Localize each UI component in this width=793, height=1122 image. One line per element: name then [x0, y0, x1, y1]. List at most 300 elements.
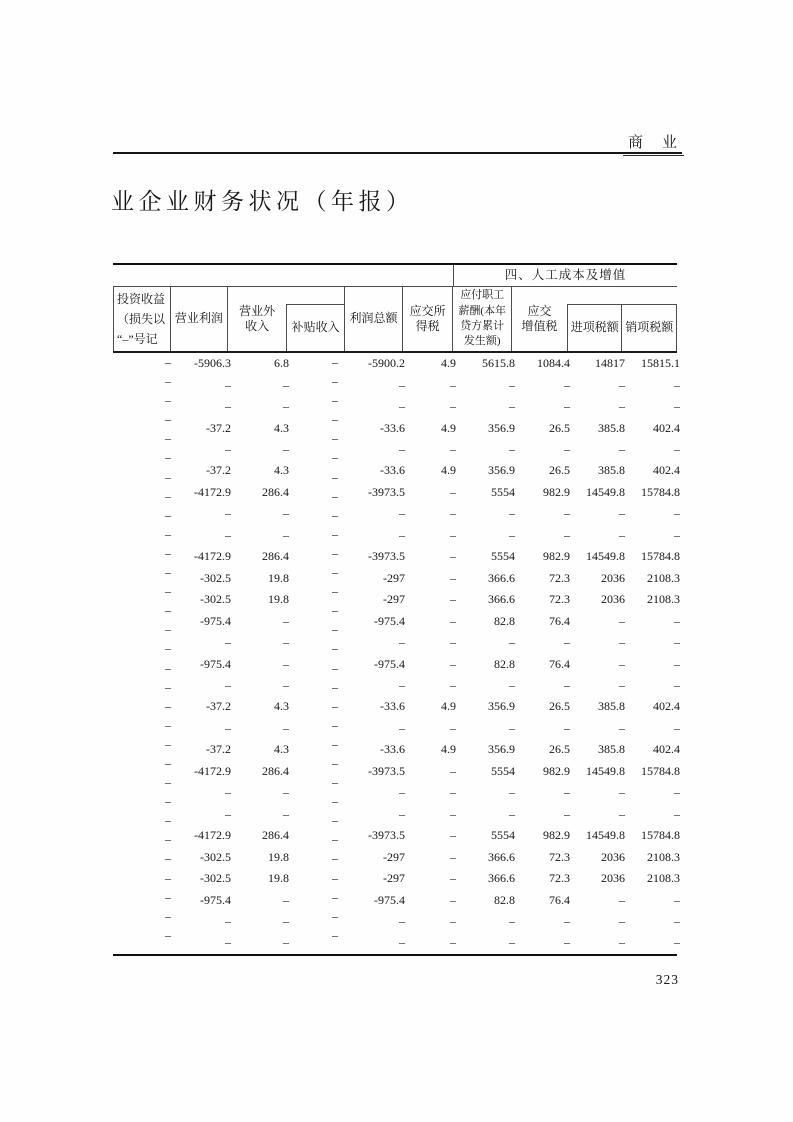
col-header-output-tax: 销项税额	[621, 305, 676, 352]
table-cell: –	[225, 720, 231, 735]
table-cell: –	[283, 399, 289, 414]
dash-value: –	[332, 775, 338, 790]
table-cell: –	[619, 806, 625, 821]
table-cell: 19.8	[268, 570, 289, 585]
table-cell: –	[283, 506, 289, 521]
dash-value: –	[165, 813, 171, 828]
table-cell: 14817	[595, 356, 625, 371]
table-cell: -4172.9	[194, 828, 231, 843]
table-cell: 385.8	[598, 699, 625, 714]
table-cell: –	[564, 377, 570, 392]
financial-table	[113, 263, 680, 956]
table-cell: –	[619, 720, 625, 735]
table-cell: 5554	[491, 484, 515, 499]
table-cell: -302.5	[200, 592, 231, 607]
table-cell: 82.8	[494, 892, 515, 907]
table-cell: -33.6	[380, 742, 405, 757]
table-row	[113, 825, 680, 846]
table-cell: –	[564, 806, 570, 821]
header-line: 薪酬(本年	[458, 304, 507, 317]
table-cell: 402.4	[653, 463, 680, 478]
table-cell: –	[283, 613, 289, 628]
dash-value: –	[165, 908, 171, 923]
dash-value: –	[165, 603, 171, 618]
table-cell: –	[399, 720, 405, 735]
table-cell: –	[564, 399, 570, 414]
table-cell: –	[619, 613, 625, 628]
table-cell: 5554	[491, 828, 515, 843]
table-cell: 26.5	[549, 463, 570, 478]
table-cell: –	[283, 914, 289, 928]
table-cell: –	[399, 527, 405, 542]
table-cell: 2108.3	[647, 871, 680, 886]
table-cell: –	[225, 935, 231, 950]
dash-value: –	[165, 717, 171, 732]
table-cell: –	[225, 527, 231, 542]
table-cell: –	[225, 399, 231, 414]
dash-value: –	[165, 469, 171, 484]
header-line: 营业外	[239, 303, 276, 318]
table-cell: –	[399, 399, 405, 414]
table-cell: –	[564, 506, 570, 521]
page-number: 323	[655, 972, 679, 987]
table-cell: –	[450, 506, 456, 521]
investment-income-dash-column	[116, 353, 171, 945]
table-cell: –	[450, 763, 456, 778]
table-cell: 15784.8	[641, 828, 680, 843]
dash-value: –	[165, 526, 171, 541]
table-cell: -4172.9	[194, 484, 231, 499]
table-cell: -975.4	[200, 656, 231, 671]
table-cell: –	[225, 914, 231, 928]
table-cell: –	[509, 678, 515, 693]
table-cell: -3973.5	[368, 763, 405, 778]
dash-value: –	[332, 488, 338, 503]
table-row	[113, 782, 680, 803]
dash-value: –	[165, 736, 171, 751]
dash-value: –	[165, 832, 171, 847]
dash-value: –	[332, 908, 338, 923]
table-cell: –	[674, 442, 680, 457]
table-cell: –	[450, 549, 456, 564]
table-row	[113, 503, 680, 524]
table-row	[113, 546, 680, 567]
span-header-labor-cost: 四、人工成本及增值	[504, 268, 627, 282]
table-cell: –	[399, 678, 405, 693]
table-header-row	[113, 287, 677, 352]
table-row	[113, 417, 680, 438]
col-group-vat	[512, 287, 677, 352]
table-cell: 4.9	[441, 699, 456, 714]
table-cell: –	[674, 527, 680, 542]
table-cell: 82.8	[494, 656, 515, 671]
col-header-subsidy-income: 补贴收入	[286, 304, 344, 352]
table-cell: -4172.9	[194, 549, 231, 564]
table-cell: 4.9	[441, 742, 456, 757]
table-row	[113, 889, 680, 910]
table-cell: 26.5	[549, 742, 570, 757]
table-cell: –	[509, 506, 515, 521]
table-cell: 385.8	[598, 463, 625, 478]
table-row	[113, 460, 680, 481]
dash-value: –	[332, 469, 338, 484]
col-header-non-operating-income	[228, 287, 286, 352]
table-cell: 2036	[601, 871, 625, 886]
table-cell: 26.5	[549, 699, 570, 714]
table-cell: –	[450, 871, 456, 886]
table-row	[113, 439, 680, 460]
table-cell: -3973.5	[368, 549, 405, 564]
table-cell: 19.8	[268, 849, 289, 864]
dash-value: –	[332, 660, 338, 675]
table-cell: 4.9	[441, 420, 456, 435]
dash-value: –	[165, 870, 171, 885]
table-cell: –	[283, 678, 289, 693]
dash-value: –	[332, 832, 338, 847]
table-cell: 82.8	[494, 613, 515, 628]
table-cell: 402.4	[653, 699, 680, 714]
table-cell: 6.8	[274, 356, 289, 371]
table-cell: –	[674, 656, 680, 671]
table-cell: –	[399, 914, 405, 928]
table-cell: –	[674, 613, 680, 628]
table-cell: –	[450, 785, 456, 800]
table-cell: 4.9	[441, 356, 456, 371]
col-header-operating-profit: 营业利润	[171, 287, 229, 352]
table-cell: –	[619, 656, 625, 671]
table-cell: 5554	[491, 549, 515, 564]
table-row	[113, 525, 680, 546]
table-cell: –	[450, 570, 456, 585]
vat-subcolumns	[567, 304, 677, 352]
table-cell: –	[283, 785, 289, 800]
dash-value: –	[165, 755, 171, 770]
header-line: 应付职工	[460, 289, 505, 302]
dash-value: –	[165, 660, 171, 675]
table-cell: 5554	[491, 763, 515, 778]
table-cell: 15784.8	[641, 484, 680, 499]
table-cell: 385.8	[598, 420, 625, 435]
table-row	[113, 374, 680, 395]
table-cell: –	[674, 635, 680, 650]
table-cell: -37.2	[206, 699, 231, 714]
dash-value: –	[165, 622, 171, 637]
table-cell: 402.4	[653, 420, 680, 435]
table-row	[113, 696, 680, 717]
dash-value: –	[332, 526, 338, 541]
table-cell: –	[225, 442, 231, 457]
table-cell: -297	[383, 871, 405, 886]
table-rows	[113, 353, 680, 954]
table-cell: -297	[383, 570, 405, 585]
table-header-span-row	[113, 265, 677, 287]
table-cell: –	[283, 377, 289, 392]
table-cell: 982.9	[543, 763, 570, 778]
dash-value: –	[165, 507, 171, 522]
table-cell: -975.4	[200, 892, 231, 907]
table-cell: –	[674, 377, 680, 392]
table-cell: 4.3	[274, 420, 289, 435]
table-cell: –	[509, 635, 515, 650]
table-cell: 402.4	[653, 742, 680, 757]
table-cell: –	[619, 935, 625, 950]
table-row	[113, 632, 680, 653]
table-cell: -975.4	[200, 613, 231, 628]
dash-value: –	[165, 355, 171, 369]
dash-value: –	[165, 851, 171, 866]
table-cell: 982.9	[543, 549, 570, 564]
table-cell: -33.6	[380, 699, 405, 714]
col-group-non-operating-income	[228, 287, 345, 352]
table-cell: -5906.3	[194, 356, 231, 371]
table-cell: 15784.8	[641, 763, 680, 778]
vat-merged-space	[567, 287, 677, 304]
table-cell: 76.4	[549, 656, 570, 671]
dash-value: –	[332, 393, 338, 408]
dash-value: –	[165, 927, 171, 942]
table-cell: –	[509, 806, 515, 821]
table-cell: –	[674, 806, 680, 821]
dash-value: –	[332, 641, 338, 656]
running-header-text: 商 业	[627, 135, 679, 151]
table-cell: –	[399, 506, 405, 521]
table-cell: –	[399, 635, 405, 650]
table-row	[113, 868, 680, 889]
col-header-total-profit: 利润总额	[345, 287, 403, 352]
table-row	[113, 846, 680, 867]
table-cell: 2108.3	[647, 592, 680, 607]
table-cell: 14549.8	[586, 549, 625, 564]
table-cell: –	[225, 506, 231, 521]
table-cell: –	[283, 892, 289, 907]
dash-value: –	[165, 450, 171, 465]
table-cell: –	[619, 785, 625, 800]
subsidy-merged-space	[286, 287, 344, 304]
table-cell: –	[674, 506, 680, 521]
table-cell: –	[225, 678, 231, 693]
dash-value: –	[332, 412, 338, 427]
table-cell: –	[619, 678, 625, 693]
dash-value: –	[332, 584, 338, 599]
table-cell: -3973.5	[368, 484, 405, 499]
col-header-payroll	[453, 287, 512, 352]
dash-value: –	[332, 545, 338, 560]
table-cell: –	[450, 377, 456, 392]
table-cell: –	[619, 442, 625, 457]
table-row	[113, 353, 680, 374]
col-header-input-tax: 进项税额	[567, 305, 622, 352]
table-cell: –	[450, 613, 456, 628]
table-cell: 72.3	[549, 570, 570, 585]
table-cell: 14549.8	[586, 828, 625, 843]
table-cell: 1084.4	[537, 356, 570, 371]
table-cell: –	[674, 678, 680, 693]
dash-value: –	[332, 870, 338, 885]
subsidy-column-wrap	[286, 287, 344, 352]
dash-value: –	[165, 679, 171, 694]
table-cell: –	[509, 442, 515, 457]
table-cell: –	[225, 635, 231, 650]
table-cell: –	[509, 935, 515, 950]
table-cell: –	[564, 635, 570, 650]
table-cell: –	[619, 892, 625, 907]
table-cell: –	[283, 806, 289, 821]
table-cell: –	[619, 399, 625, 414]
table-cell: 366.6	[488, 849, 515, 864]
table-cell: –	[399, 442, 405, 457]
table-cell: –	[619, 527, 625, 542]
table-cell: -302.5	[200, 570, 231, 585]
table-cell: –	[225, 785, 231, 800]
table-cell: –	[450, 656, 456, 671]
table-cell: –	[283, 442, 289, 457]
table-cell: –	[450, 678, 456, 693]
header-line: 增值税	[521, 318, 558, 333]
header-line: 得税	[415, 318, 440, 333]
table-row	[113, 675, 680, 696]
table-cell: 26.5	[549, 420, 570, 435]
table-row	[113, 653, 680, 674]
table-cell: 286.4	[262, 828, 289, 843]
table-row	[113, 568, 680, 589]
dash-value: –	[332, 717, 338, 732]
table-cell: 19.8	[268, 592, 289, 607]
table-cell: –	[450, 484, 456, 499]
dash-value: –	[332, 355, 338, 369]
table-cell: –	[674, 720, 680, 735]
table-cell: –	[564, 442, 570, 457]
table-cell: –	[450, 828, 456, 843]
table-row	[113, 761, 680, 782]
table-cell: -297	[383, 849, 405, 864]
table-cell: -37.2	[206, 463, 231, 478]
dash-value: –	[165, 431, 171, 446]
col-header-investment-income	[114, 287, 171, 352]
table-cell: 72.3	[549, 849, 570, 864]
table-cell: 356.9	[488, 420, 515, 435]
table-cell: -302.5	[200, 871, 231, 886]
table-cell: 72.3	[549, 871, 570, 886]
dash-value: –	[332, 374, 338, 389]
dash-value: –	[165, 545, 171, 560]
dash-value: –	[165, 641, 171, 656]
table-cell: 14549.8	[586, 763, 625, 778]
header-line: 收入	[245, 318, 270, 333]
dash-value: –	[332, 927, 338, 942]
table-cell: –	[564, 527, 570, 542]
dash-value: –	[332, 431, 338, 446]
col-header-income-tax	[403, 287, 454, 352]
table-cell: -33.6	[380, 463, 405, 478]
dash-value: –	[165, 889, 171, 904]
table-cell: –	[399, 785, 405, 800]
table-cell: –	[564, 914, 570, 928]
table-cell: 366.6	[488, 871, 515, 886]
table-cell: –	[283, 656, 289, 671]
dash-value: –	[332, 679, 338, 694]
table-cell: 4.3	[274, 699, 289, 714]
table-cell: 2036	[601, 592, 625, 607]
dash-value: –	[332, 736, 338, 751]
table-cell: –	[674, 785, 680, 800]
table-cell: 76.4	[549, 892, 570, 907]
table-row	[113, 718, 680, 739]
table-cell: –	[564, 785, 570, 800]
table-cell: –	[450, 399, 456, 414]
table-cell: 4.3	[274, 742, 289, 757]
dash-value: –	[165, 374, 171, 389]
header-line: 应交所	[409, 303, 446, 318]
table-cell: -975.4	[374, 892, 405, 907]
table-cell: –	[619, 914, 625, 928]
table-cell: –	[283, 527, 289, 542]
dash-value: –	[332, 794, 338, 809]
header-line: 贷方累计	[460, 319, 505, 332]
table-cell: –	[399, 806, 405, 821]
table-header	[113, 265, 677, 353]
table-cell: –	[450, 849, 456, 864]
dash-value: –	[165, 412, 171, 427]
table-body	[113, 353, 680, 954]
table-cell: 76.4	[549, 613, 570, 628]
table-row	[113, 804, 680, 825]
span-empty-cell	[113, 265, 454, 286]
table-cell: 2036	[601, 849, 625, 864]
dash-value: –	[332, 450, 338, 465]
table-cell: –	[509, 377, 515, 392]
table-cell: 2108.3	[647, 570, 680, 585]
header-line: 应交	[527, 303, 552, 318]
table-cell: 356.9	[488, 699, 515, 714]
table-cell: –	[619, 506, 625, 521]
table-cell: –	[509, 914, 515, 928]
table-cell: –	[509, 399, 515, 414]
table-cell: 982.9	[543, 484, 570, 499]
table-cell: -302.5	[200, 849, 231, 864]
dash-value: –	[165, 775, 171, 790]
table-cell: 286.4	[262, 549, 289, 564]
table-cell: –	[450, 592, 456, 607]
table-row	[113, 396, 680, 417]
table-cell: 286.4	[262, 763, 289, 778]
dash-value: –	[332, 755, 338, 770]
table-cell: –	[674, 935, 680, 950]
table-cell: -4172.9	[194, 763, 231, 778]
table-cell: –	[509, 785, 515, 800]
table-row	[113, 932, 680, 953]
header-rule	[113, 152, 682, 154]
dash-value: –	[165, 698, 171, 713]
table-cell: –	[509, 720, 515, 735]
table-cell: -975.4	[374, 613, 405, 628]
table-cell: –	[450, 635, 456, 650]
dash-value: –	[332, 889, 338, 904]
dash-value: –	[165, 794, 171, 809]
table-cell: 4.9	[441, 463, 456, 478]
table-cell: -975.4	[374, 656, 405, 671]
table-cell: –	[450, 892, 456, 907]
table-cell: 14549.8	[586, 484, 625, 499]
table-cell: –	[450, 806, 456, 821]
table-cell: 366.6	[488, 592, 515, 607]
table-row	[113, 739, 680, 760]
table-cell: -37.2	[206, 742, 231, 757]
table-cell: –	[283, 720, 289, 735]
table-cell: –	[283, 935, 289, 950]
table-cell: –	[225, 806, 231, 821]
table-cell: –	[619, 635, 625, 650]
table-cell: 19.8	[268, 871, 289, 886]
